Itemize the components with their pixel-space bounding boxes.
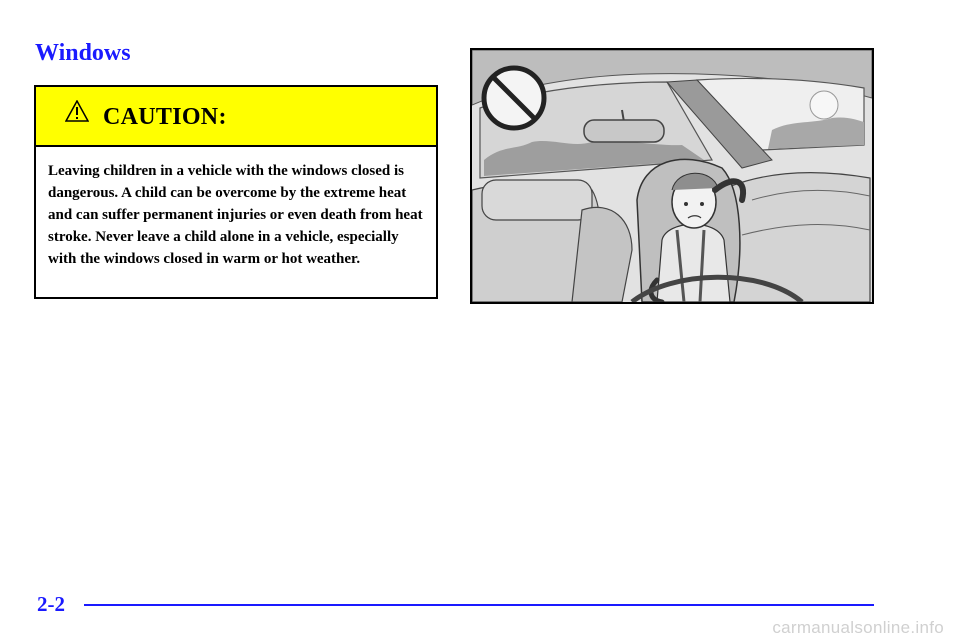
caution-text: Leaving children in a vehicle with the windows closed is dangerous. A child can be overcome by the extreme heat and can suffer permanent injuries or even death from heat stroke. Never leave a child alone in a vehicle, especially with the windows closed in warm or hot weather. (48, 163, 423, 267)
child-in-car-illustration (470, 48, 874, 304)
warning-triangle-icon (65, 100, 89, 122)
footer-rule (84, 604, 874, 606)
page-number: 2-2 (37, 592, 65, 616)
watermark: carmanualsonline.info (772, 618, 944, 637)
caution-box (34, 85, 438, 299)
section-title: Windows (35, 40, 131, 66)
caution-label: CAUTION: (103, 104, 227, 130)
car-interior-drawing (472, 50, 872, 302)
caution-header (36, 87, 436, 147)
prohibition-sign-icon (484, 68, 544, 128)
